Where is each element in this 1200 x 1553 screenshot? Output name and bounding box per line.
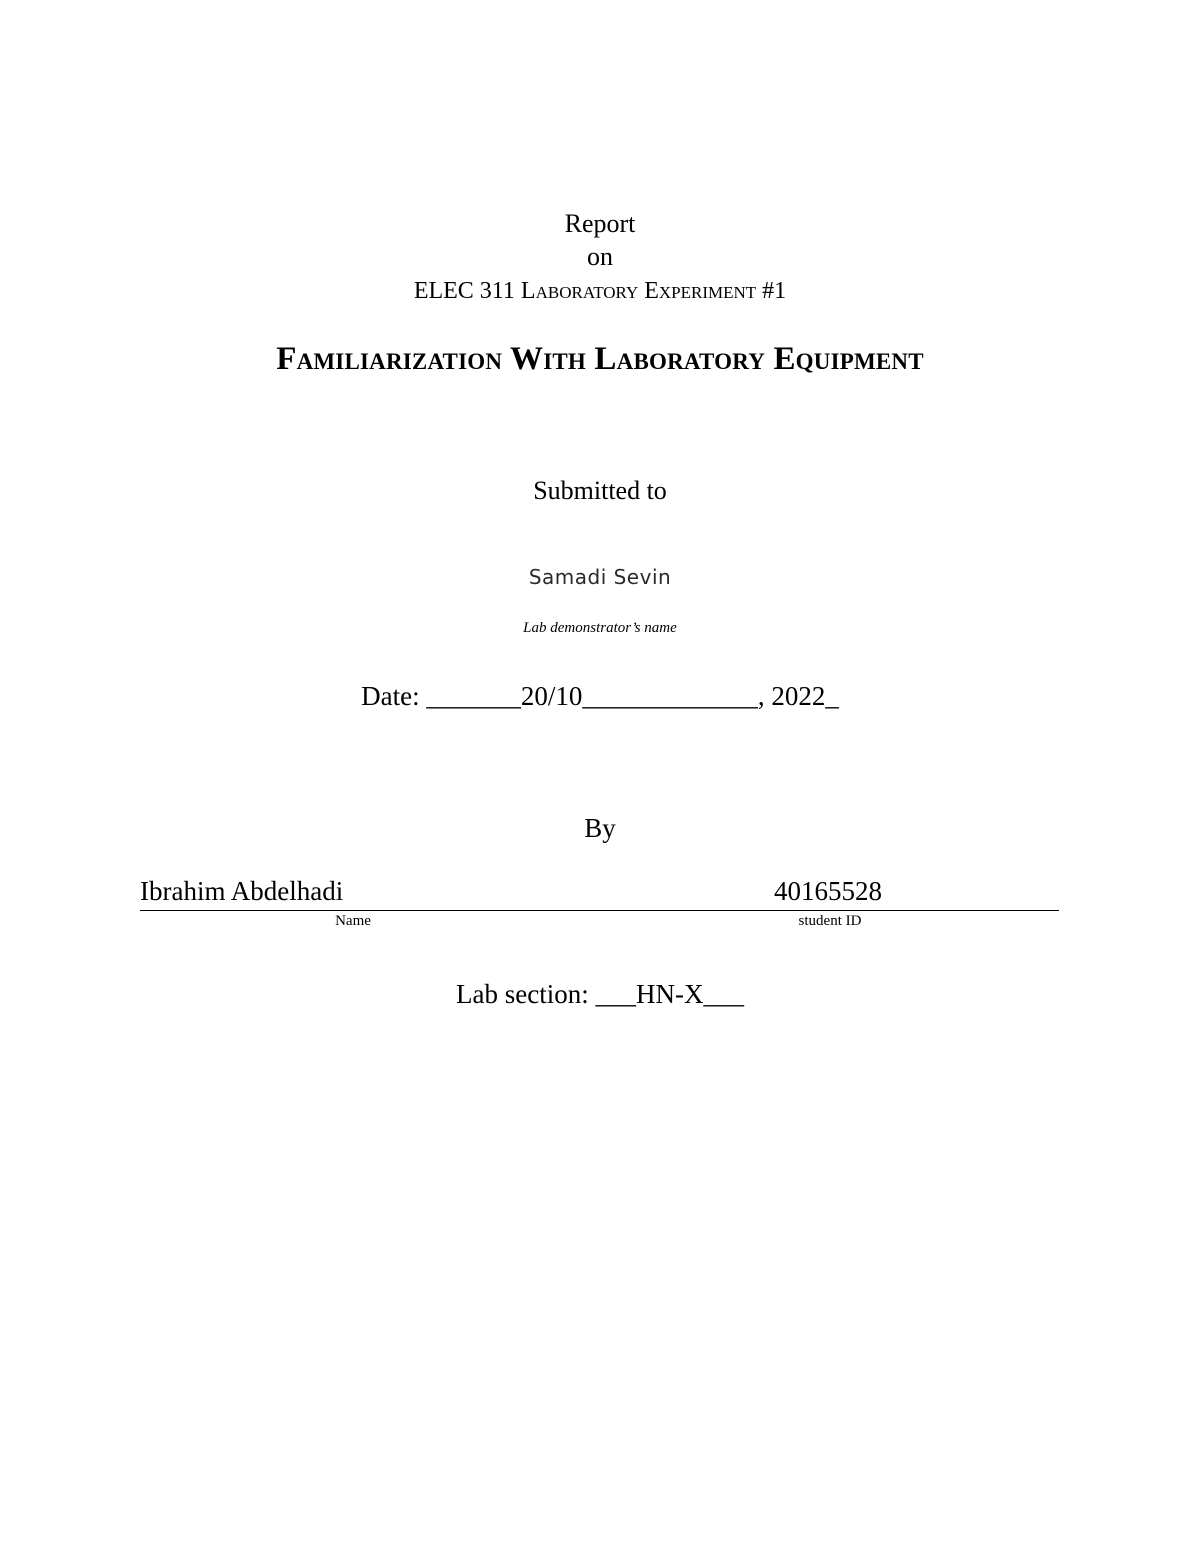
student-id-caption: student ID bbox=[798, 913, 862, 929]
student-signature-line bbox=[140, 873, 1059, 911]
demonstrator-name: Samadi Sevin bbox=[528, 565, 672, 589]
experiment-descriptor: Laboratory Experiment #1 bbox=[520, 278, 787, 304]
course-code: ELEC 311 bbox=[413, 278, 515, 304]
on-word: on bbox=[587, 242, 613, 271]
lab-section-line: Lab section: ___HN-X___ bbox=[456, 979, 744, 1009]
course-line bbox=[0, 275, 1200, 307]
by-label: By bbox=[584, 813, 616, 843]
submitted-to-label: Submitted to bbox=[533, 476, 667, 505]
date-line: Date: _______20/10_____________, 2022_ bbox=[361, 681, 839, 711]
demonstrator-caption: Lab demonstrator’s name bbox=[523, 620, 677, 636]
report-title: Familiarization With Laboratory Equipment bbox=[276, 341, 924, 377]
report-heading: Report bbox=[564, 209, 636, 238]
name-caption: Name bbox=[335, 913, 371, 929]
student-name: Ibrahim Abdelhadi bbox=[140, 876, 344, 906]
student-id: 40165528 bbox=[774, 876, 882, 906]
